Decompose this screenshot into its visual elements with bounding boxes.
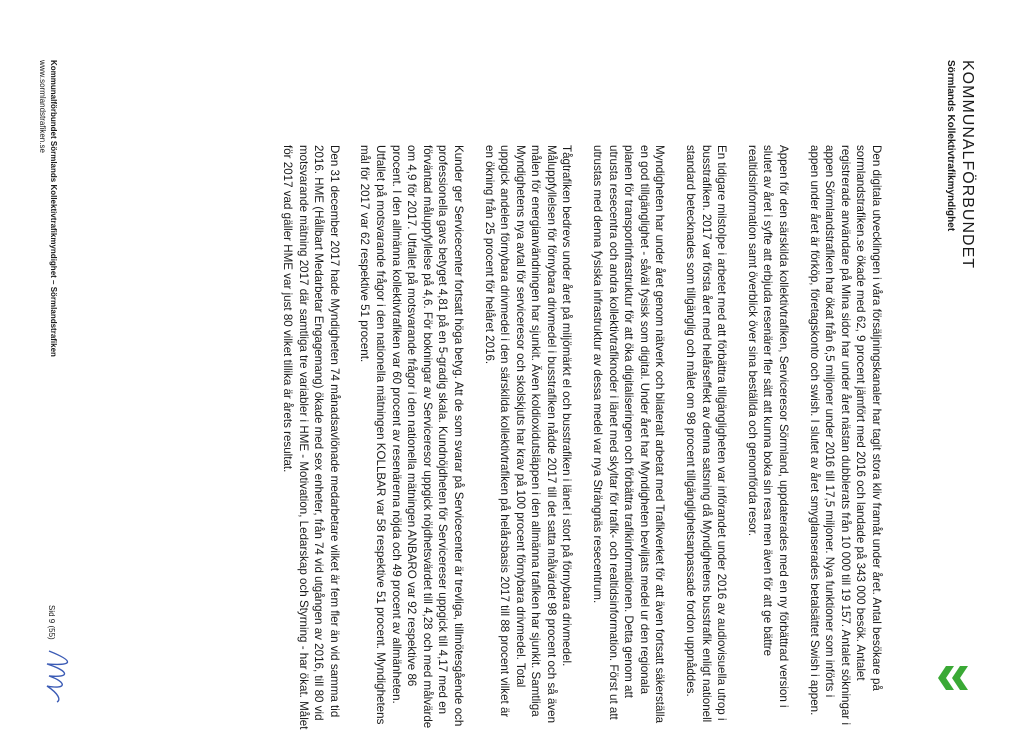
paragraph: Den digitala utvecklingen i våra försäljningskanaler har tagit stora kliv framåt under året. Antal besökare på sormlandstrafiken.se ökade med 62, 9 procent jämfört med 2016 och landade på 343 000 besök. Antalet registrerade användare på Mina sidor har under året nästan dubblerats från 10 000 till 19 157. Antalet sökningar i appen Sörmlandstrafiken har ökat från 6,5 miljoner under 2016 till 17,5 miljoner. Nya funktioner som införts i appen under året är förköp, företagskonto och swish. I slutet av året smyglanserades betalsättet Swish i appen.: [807, 145, 883, 726]
handwritten-initials-icon: [39, 646, 79, 706]
paragraph: Kunder ger Servicecenter fortsatt höga betyg. Att de som svarar på Servicecenter är trevliga, tillmötesgående och professionella gavs betyget 4,81 på en 5-gradig skala. Kundnöjdheten för Servicereser uppgick till 4,17 med en förväntad måluppfyllelse på 4,6. För bokningar av Serviceresor uppgick nöjdhetsvärdet till 4,28 och med målvärde om 4,9 för 2017. Utfallet på motsvarande frågor i den nationella mätningen ANBARO var 92 respektive 86 procent. I den allmänna kollektivtrafiken var 60 procent av resenärerna nöjda och 49 procent av allmänheten. Utfallet på motsvarande frågor i den nationella mätningen KOLLBAR var 58 respektive 51 procent. Myndighetens mål för 2017 var 62 respektive 51 procent.: [358, 145, 465, 729]
page-footer: [37, 60, 59, 357]
paragraph: Myndigheten har under året genom nätverk och bilateralt arbetat med Trafikverket för att även fortsatt säkerställa en god tillgänglighet - såväl fysisk som digital. Under året har Myndigheten beviljats medel ur den regionala planen för transportinfrastruktur för att öka digitaliseringen och förbättra trafikinformationen. Detta genom att utrusta resecentra och andra kollektivtrafiknoder i länet med skyltar för trafik- och realtidsinformation. Först ut att utrustas med denna fysiska infrastruktur av dessa medel var nya Strängnäs resecentrum.: [591, 145, 667, 724]
footer-org: Kommunalförbundet Sörmlands Kollektivtrafikmyndighet – Sörmlandstrafiken: [49, 60, 58, 357]
paragraph: Den 31 december 2017 hade Myndigheten 74 månadsavlönade medarbetare vilket är fem fler än vid samma tid 2016. HME (Hållbart Medarbetar Engagemang) ökade med sex enheter, från 74 vid utgången av 2016, till 80 vid motsvarande mätning 2017 där samtliga tre variabler i HME - Motivation, Ledarskap och Styrning - har ökat. Målet för 2017 vad gäller HME var just 80 vilket tillika är årets resultat.: [281, 145, 341, 730]
paragraph: Tågtrafiken bedrevs under året på miljömärkt el och busstrafiken i länet i stort på förnybara drivmedel. Måluppfyllelsen för förnybara drivmedel i busstrafiken nådde 2017 till det satta målvärdet 98 procent och så även målen för energianvändningen har sjunkit. Även koldioxidutsläppen i den allmänna trafiken har sjunkit. Samtliga Myndighetens nya avtal för serviceresor och skolskjuts har krav på 100 procent förnybara drivmedel. Total uppgick andelen förnybara drivmedel i den särskilda kollektivtrafiken på helårsbasis 2017 till 88 procent vilket är en ökning från 25 procent för helåret 2016.: [482, 145, 574, 724]
footer-url: www.sormlandstrafiken.se: [38, 60, 47, 153]
paragraph: En tidigare milstolpe i arbetet med att förbättra tillgängligheten var införandet under 2016 av audiovisuella utrop i busstrafiken. 2017 var första året med helårseffekt av denna satsning då Myndighetens busstrafik enligt nationell standard betecknades som tillgänglig och målet om 98 procent tillgänglighetsanpassade fordon uppnåddes.: [684, 145, 729, 723]
letterhead: [945, 60, 976, 269]
org-unit: Sörmlands Kollektivtrafikmyndighet: [945, 60, 956, 232]
page-number: Sid 9 (55): [47, 605, 56, 640]
document-body: [264, 145, 884, 730]
kommunalforbundet-logo-icon: [934, 658, 974, 698]
paragraph: Appen för den särskilda kollektivtrafiken, Serviceresor Sörmland, uppdaterades med en ny förbättrad version i slutet av året i syfte att erbjuda resenärer fler sätt att kunna boka sin resa men även för att ge bättre realtidsinformation samt överblick över sina beställda och genomförda resor.: [745, 145, 791, 708]
org-name: KOMMUNALFÖRBUNDET: [959, 60, 976, 270]
